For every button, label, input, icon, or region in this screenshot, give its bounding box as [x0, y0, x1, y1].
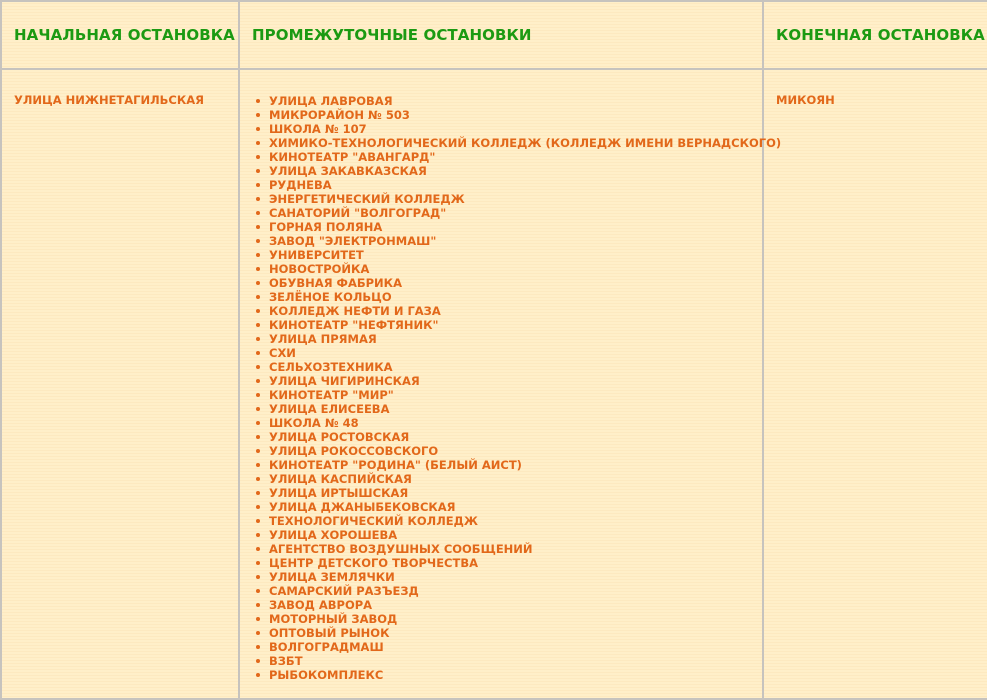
start-stop-cell: [1, 69, 239, 699]
stop-list-item: ВОЛГОГРАДМАШ: [269, 640, 762, 654]
stop-list-item: ЗЕЛЁНОЕ КОЛЬЦО: [269, 290, 762, 304]
stop-list-item: ВЗБТ: [269, 654, 762, 668]
stop-list-item: СХИ: [269, 346, 762, 360]
header-start-stop: НАЧАЛЬНАЯ ОСТАНОВКА: [1, 1, 239, 69]
stop-list-item: УЛИЦА ЗАКАВКАЗСКАЯ: [269, 164, 762, 178]
stop-list-item: ОБУВНАЯ ФАБРИКА: [269, 276, 762, 290]
stops-row: [1, 69, 987, 699]
end-stop-cell: [763, 69, 987, 699]
stop-list-item: УЛИЦА ЛАВРОВАЯ: [269, 94, 762, 108]
stop-list-item: СЕЛЬХОЗТЕХНИКА: [269, 360, 762, 374]
stop-list-item: ШКОЛА № 107: [269, 122, 762, 136]
stop-list-item: КИНОТЕАТР "МИР": [269, 388, 762, 402]
end-stop-name: МИКОЯН: [776, 93, 835, 107]
stop-list-item: КОЛЛЕДЖ НЕФТИ И ГАЗА: [269, 304, 762, 318]
stop-list-item: КИНОТЕАТР "АВАНГАРД": [269, 150, 762, 164]
intermediate-stops-cell: [239, 69, 782, 699]
stop-list-item: ГОРНАЯ ПОЛЯНА: [269, 220, 762, 234]
stop-list-item: ХИМИКО-ТЕХНОЛОГИЧЕСКИЙ КОЛЛЕДЖ (КОЛЛЕДЖ ИМЕНИ ВЕРНАДСКОГО): [269, 136, 782, 150]
stop-list-item: ЦЕНТР ДЕТСКОГО ТВОРЧЕСТВА: [269, 556, 762, 570]
stop-list-item: УЛИЦА ХОРОШЕВА: [269, 528, 762, 542]
stop-list-item: УЛИЦА РОКОССОВСКОГО: [269, 444, 762, 458]
stop-list-item: ЭНЕРГЕТИЧЕСКИЙ КОЛЛЕДЖ: [269, 192, 762, 206]
stop-list-item: УЛИЦА РОСТОВСКАЯ: [269, 430, 762, 444]
stop-list-item: КИНОТЕАТР "РОДИНА" (БЕЛЫЙ АИСТ): [269, 458, 762, 472]
stop-list-item: РЫБОКОМПЛЕКС: [269, 668, 762, 682]
stop-list-item: УЛИЦА ИРТЫШСКАЯ: [269, 486, 762, 500]
stop-list-item: МОТОРНЫЙ ЗАВОД: [269, 612, 762, 626]
stop-list-item: УЛИЦА ЕЛИСЕЕВА: [269, 402, 762, 416]
stop-list-item: УЛИЦА КАСПИЙСКАЯ: [269, 472, 762, 486]
stop-list-item: ОПТОВЫЙ РЫНОК: [269, 626, 762, 640]
stop-list-item: САМАРСКИЙ РАЗЪЕЗД: [269, 584, 762, 598]
stop-list-item: УЛИЦА ЧИГИРИНСКАЯ: [269, 374, 762, 388]
stop-list-item: ШКОЛА № 48: [269, 416, 762, 430]
header-end-stop: КОНЕЧНАЯ ОСТАНОВКА: [763, 1, 987, 69]
intermediate-stops-list: [240, 70, 782, 682]
start-stop-name: УЛИЦА НИЖНЕТАГИЛЬСКАЯ: [14, 93, 205, 107]
header-row: [1, 1, 987, 69]
stop-list-item: УНИВЕРСИТЕТ: [269, 248, 762, 262]
stop-list-item: УЛИЦА ПРЯМАЯ: [269, 332, 762, 346]
stop-list-item: АГЕНТСТВО ВОЗДУШНЫХ СООБЩЕНИЙ: [269, 542, 762, 556]
stop-list-item: ЗАВОД АВРОРА: [269, 598, 762, 612]
header-intermediate-stops: ПРОМЕЖУТОЧНЫЕ ОСТАНОВКИ: [239, 1, 763, 69]
stop-list-item: ТЕХНОЛОГИЧЕСКИЙ КОЛЛЕДЖ: [269, 514, 762, 528]
stop-list-item: ЗАВОД "ЭЛЕКТРОНМАШ": [269, 234, 762, 248]
stop-list-item: МИКРОРАЙОН № 503: [269, 108, 762, 122]
stop-list-item: УЛИЦА ДЖАНЫБЕКОВСКАЯ: [269, 500, 762, 514]
stop-list-item: НОВОСТРОЙКА: [269, 262, 762, 276]
stop-list-item: УЛИЦА ЗЕМЛЯЧКИ: [269, 570, 762, 584]
stop-list-item: КИНОТЕАТР "НЕФТЯНИК": [269, 318, 762, 332]
stop-list-item: САНАТОРИЙ "ВОЛГОГРАД": [269, 206, 762, 220]
stop-list-item: РУДНЕВА: [269, 178, 762, 192]
